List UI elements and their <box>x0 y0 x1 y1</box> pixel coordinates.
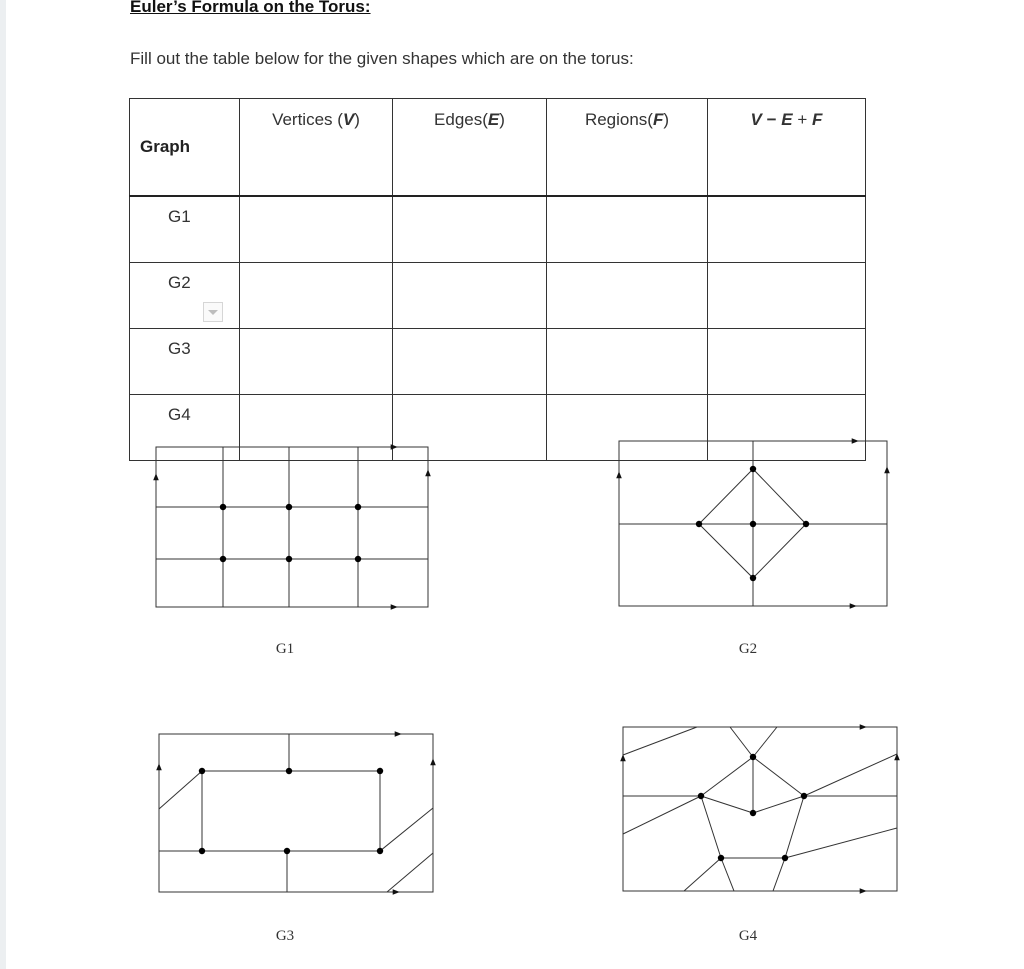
row-label-g4: G4 <box>130 395 240 461</box>
row-label-g3: G3 <box>130 329 240 395</box>
caption-g4: G4 <box>738 928 758 944</box>
caption-g1: G1 <box>275 641 295 657</box>
graph-g2 <box>619 441 887 606</box>
page-title: Euler’s Formula on the Torus: <box>130 0 371 16</box>
regions-column-header: Regions(F) <box>547 99 708 197</box>
edges-column-header: Edges(E) <box>393 99 547 197</box>
row-label-g1: G1 <box>130 196 240 263</box>
caption-g3: G3 <box>275 928 295 944</box>
instructions-text: Fill out the table below for the given shapes which are on the torus: <box>130 49 634 68</box>
vertices-column-header: Vertices (V) <box>240 99 393 197</box>
graph-g1 <box>156 447 428 607</box>
graph-g3 <box>159 734 433 892</box>
caption-g2: G2 <box>738 641 758 657</box>
graph-column-header: Graph <box>130 99 240 197</box>
formula-column-header: V − E + F <box>708 99 866 197</box>
graph-g4 <box>623 727 897 891</box>
row-label-g2: G2 <box>130 263 240 329</box>
